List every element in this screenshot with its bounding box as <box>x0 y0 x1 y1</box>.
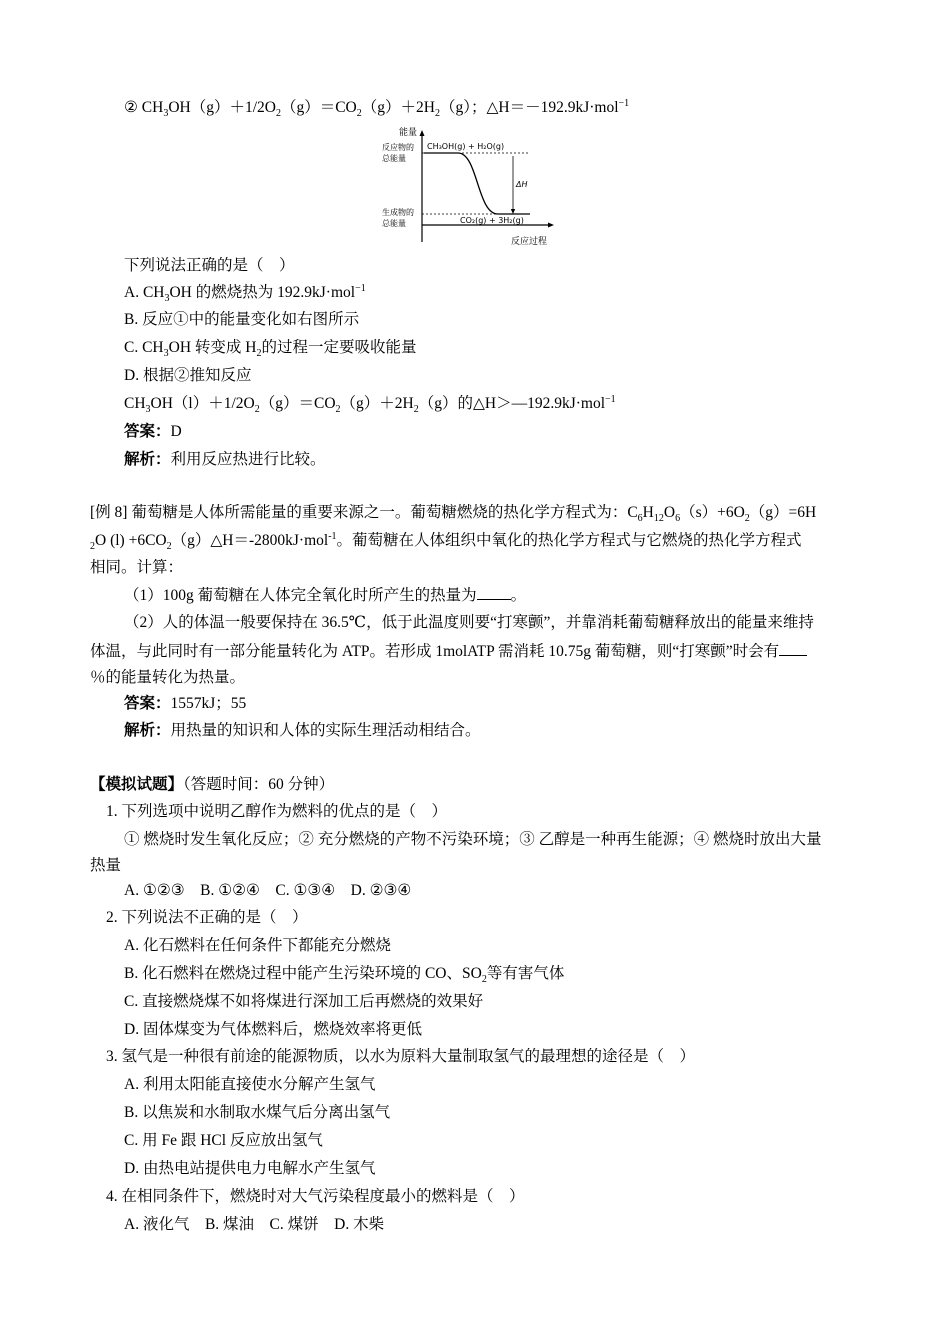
delta-h-label: ΔH <box>516 180 528 189</box>
product-label-1: 生成物的 <box>382 208 414 217</box>
reactant-formula: CH₃OH(g) + H₂O(g) <box>427 142 505 151</box>
reactant-label-1: 反应物的 <box>382 143 414 152</box>
reactant-label-2: 总能量 <box>382 154 406 163</box>
x-axis-arrow <box>548 223 554 228</box>
example-8-line-3: 相同。计算： <box>90 559 184 576</box>
option-d: D. 根据②推知反应 <box>124 367 252 384</box>
mock-q4: 4. 在相同条件下，燃烧时对大气污染程度最小的燃料是（ ） <box>106 1188 525 1205</box>
example-8-question-1: （1）100g 葡萄糖在人体完全氧化时所产生的热量为 。 <box>124 587 527 604</box>
product-label-2: 总能量 <box>382 219 406 228</box>
example-8-line-2: $_2$O $(l) +6CO_2(g)\triangle H=-2800kJ\cdot mol^{-1}$。葡萄糖在人体组织中氧化的热化学方程式与它燃烧的热化学方程式 <box>90 530 802 553</box>
mock-q1: 1. 下列选项中说明乙醇作为燃料的优点的是（ ） <box>106 803 448 820</box>
example-8-question-2b: 体温，与此同时有一部分能量转化为 ATP。若形成 1molATP 需消耗 10.75g 葡萄糖，则“打寒颤”时会有 <box>90 641 807 662</box>
y-axis-arrow <box>420 130 425 136</box>
option-b: B. 反应①中的能量变化如右图所示 <box>124 311 360 328</box>
mock-q3-a: A. 利用太阳能直接使水分解产生氢气 <box>124 1076 376 1093</box>
analysis: 解析：利用反应热进行比较。 <box>124 451 326 468</box>
equation-2: ② $CH_3OH(g)+1/2O_2(g)=CO_2(g)+2H_2(g)$；△H＝－192.9kJ·mol$^{-1}$ <box>124 97 630 120</box>
mock-q2-b: B. 化石燃料在燃烧过程中能产生污染环境的 CO、$SO_2$等有害气体 <box>124 965 565 986</box>
y-axis-label: 能量 <box>399 128 418 138</box>
mock-q1-items: ① 燃烧时发生氧化反应；② 充分燃烧的产物不污染环境；③ 乙醇是一种再生能源；④ 燃烧时放出大量 <box>124 831 822 848</box>
answer: 答案：D <box>124 423 182 440</box>
x-axis-label: 反应过程 <box>511 237 548 247</box>
example-8-answer: 答案：1557kJ；55 <box>124 695 247 712</box>
mock-q2: 2. 下列说法不正确的是（ ） <box>106 909 308 926</box>
product-formula: CO₂(g) + 3H₂(g) <box>460 216 524 225</box>
energy-curve <box>424 153 530 214</box>
answer-blank-2 <box>779 641 807 656</box>
example-8-line-1: [例 8] 葡萄糖是人体所需能量的重要来源之一。葡萄糖燃烧的热化学方程式为：$C_6H_{12}O_6(s)+6O_2(g)=6H$ <box>90 504 817 525</box>
mock-q3-c: C. 用 Fe 跟 HCl 反应放出氢气 <box>124 1132 323 1149</box>
mock-q2-a: A. 化石燃料在任何条件下都能充分燃烧 <box>124 937 391 954</box>
energy-diagram <box>380 124 560 250</box>
option-a: A. $CH_3OH$ 的燃烧热为 192.9kJ·mol$^{-1}$ <box>124 282 366 305</box>
mock-q2-d: D. 固体煤变为气体燃料后，燃烧效率将更低 <box>124 1021 422 1038</box>
example-8-question-2c: ％的能量转化为热量。 <box>90 669 246 686</box>
mock-q1-items-cont: 热量 <box>90 857 122 874</box>
question-text: 下列说法正确的是（ ） <box>124 257 295 274</box>
mock-test-heading: 【模拟试题】（答题时间：60 分钟） <box>90 776 335 793</box>
answer-blank-1 <box>477 585 511 600</box>
mock-q3-b: B. 以焦炭和水制取水煤气后分离出氢气 <box>124 1104 391 1121</box>
option-c: C. $CH_3OH$ 转变成 $H_2$的过程一定要吸收能量 <box>124 339 417 360</box>
option-d-equation: $CH_3OH(l)+1/2O_2(g)=CO_2(g)+2H_2(g)$的△H＞—192.9kJ·mol$^{-1}$ <box>124 393 616 416</box>
mock-q4-options: A. 液化气 B. 煤油 C. 煤饼 D. 木柴 <box>124 1216 385 1233</box>
example-8-question-2a: （2）人的体温一般要保持在 36.5℃，低于此温度则要“打寒颤”，并靠消耗葡萄糖释放出的能量来维持 <box>124 614 814 631</box>
mock-q1-options: A. ①②③ B. ①②④ C. ①③④ D. ②③④ <box>124 882 412 899</box>
mock-q2-c: C. 直接燃烧煤不如将煤进行深加工后再燃烧的效果好 <box>124 993 484 1010</box>
mock-q3: 3. 氢气是一种很有前途的能源物质，以水为原料大量制取氢气的最理想的途径是（ ） <box>106 1048 696 1065</box>
mock-q3-d: D. 由热电站提供电力电解水产生氢气 <box>124 1160 376 1177</box>
example-8-analysis: 解析：用热量的知识和人体的实际生理活动相结合。 <box>124 722 481 739</box>
